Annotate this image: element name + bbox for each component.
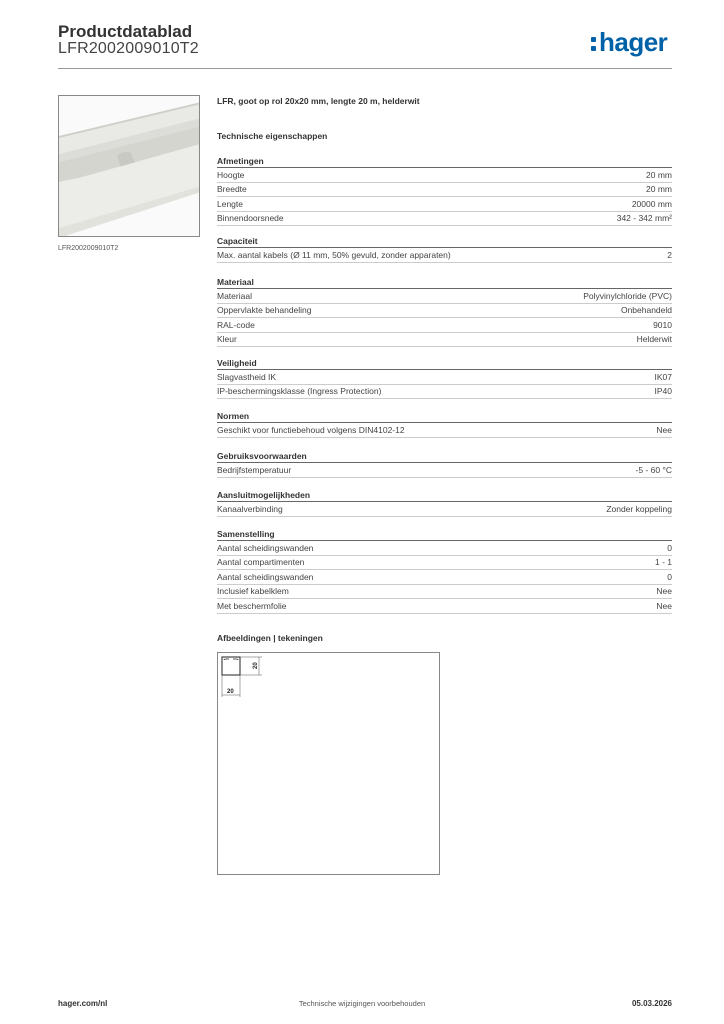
spec-value: 0 <box>667 571 672 582</box>
spec-value: Nee <box>656 586 672 597</box>
logo-dots-icon <box>591 33 597 53</box>
section-title: Gebruiksvoorwaarden <box>217 450 672 463</box>
spec-value: 20 mm <box>646 169 672 180</box>
spec-row <box>217 248 672 263</box>
spec-section <box>217 410 672 438</box>
spec-value: Zonder koppeling <box>606 503 672 514</box>
section-title: Materiaal <box>217 276 672 289</box>
spec-row <box>217 333 672 348</box>
spec-row <box>217 585 672 600</box>
spec-row <box>217 570 672 585</box>
spec-label: Aantal scheidingswanden <box>217 542 314 553</box>
spec-value: -5 - 60 °C <box>635 464 672 475</box>
spec-label: Aantal scheidingswanden <box>217 571 314 582</box>
spec-value: 0 <box>667 542 672 553</box>
spec-row <box>217 304 672 319</box>
spec-value: Helderwit <box>636 334 672 345</box>
spec-section <box>217 276 672 347</box>
spec-label: Max. aantal kabels (Ø 11 mm, 50% gevuld, zonder apparaten) <box>217 249 451 260</box>
spec-label: Kanaalverbinding <box>217 503 283 514</box>
dim-height-label: 20 <box>253 662 259 669</box>
spec-label: Inclusief kabelklem <box>217 586 289 597</box>
spec-row <box>217 168 672 183</box>
product-code: LFR2002009010T2 <box>58 40 199 57</box>
spec-value: 342 - 342 mm² <box>616 213 672 224</box>
spec-label: Oppervlakte behandeling <box>217 305 312 316</box>
spec-label: Bedrijfstemperatuur <box>217 464 292 475</box>
spec-label: Breedte <box>217 184 247 195</box>
spec-value: Polyvinylchloride (PVC) <box>583 290 672 301</box>
spec-label: Slagvastheid IK <box>217 371 277 382</box>
spec-value: 9010 <box>653 319 672 330</box>
spec-label: IP-beschermingsklasse (Ingress Protection) <box>217 386 382 397</box>
spec-row <box>217 183 672 198</box>
spec-row <box>217 370 672 385</box>
spec-label: Kleur <box>217 334 237 345</box>
spec-row <box>217 318 672 333</box>
section-title: Afmetingen <box>217 155 672 168</box>
photo-caption: LFR2002009010T2 <box>58 245 119 252</box>
spec-section <box>217 155 672 226</box>
technical-properties-heading: Technische eigenschappen <box>217 131 328 141</box>
header-divider <box>58 68 672 69</box>
section-title: Normen <box>217 410 672 423</box>
spec-value: Nee <box>656 600 672 611</box>
spec-row <box>217 289 672 304</box>
spec-label: Materiaal <box>217 290 252 301</box>
spec-section <box>217 450 672 478</box>
spec-section <box>217 235 672 263</box>
spec-label: Binnendoorsnede <box>217 213 284 224</box>
footer-website: hager.com/nl <box>58 999 108 1008</box>
spec-label: Hoogte <box>217 169 245 180</box>
section-title: Capaciteit <box>217 235 672 248</box>
duct-cross-section-icon <box>218 653 441 876</box>
section-title: Veiligheid <box>217 357 672 370</box>
product-photo <box>58 95 200 237</box>
spec-row <box>217 212 672 227</box>
dim-width-label: 20 <box>227 689 234 695</box>
spec-value: IP40 <box>654 386 672 397</box>
spec-row <box>217 385 672 400</box>
cable-duct-image-icon <box>59 96 200 237</box>
hager-logo <box>591 27 667 57</box>
footer-date: 05.03.2026 <box>631 999 672 1008</box>
product-description: LFR, goot op rol 20x20 mm, lengte 20 m, helderwit <box>217 96 420 106</box>
spec-value: 2 <box>667 249 672 260</box>
spec-value: Onbehandeld <box>620 305 672 316</box>
spec-label: Met beschermfolie <box>217 600 287 611</box>
spec-row <box>217 423 672 438</box>
section-title: Aansluitmogelijkheden <box>217 489 672 502</box>
spec-row <box>217 463 672 478</box>
drawings-heading: Afbeeldingen | tekeningen <box>217 633 323 643</box>
spec-value: 1 - 1 <box>654 557 672 568</box>
spec-label: Lengte <box>217 198 243 209</box>
spec-section <box>217 528 672 614</box>
spec-value: 20 mm <box>646 184 672 195</box>
spec-value: 20000 mm <box>631 198 672 209</box>
page-title: Productdatablad <box>58 22 193 41</box>
spec-row <box>217 541 672 556</box>
technical-drawing <box>217 652 440 875</box>
logo-text: hager <box>599 27 668 57</box>
spec-label: Aantal compartimenten <box>217 557 305 568</box>
footer-disclaimer: Technische wijzigingen voorbehouden <box>298 999 426 1008</box>
section-title: Samenstelling <box>217 528 672 541</box>
spec-label: Geschikt voor functiebehoud volgens DIN4102-12 <box>217 424 405 435</box>
spec-row <box>217 502 672 517</box>
spec-row <box>217 556 672 571</box>
spec-section <box>217 357 672 399</box>
spec-row <box>217 599 672 614</box>
spec-label: RAL-code <box>217 319 255 330</box>
spec-row <box>217 197 672 212</box>
spec-section <box>217 489 672 517</box>
spec-value: IK07 <box>654 371 672 382</box>
spec-value: Nee <box>656 424 672 435</box>
